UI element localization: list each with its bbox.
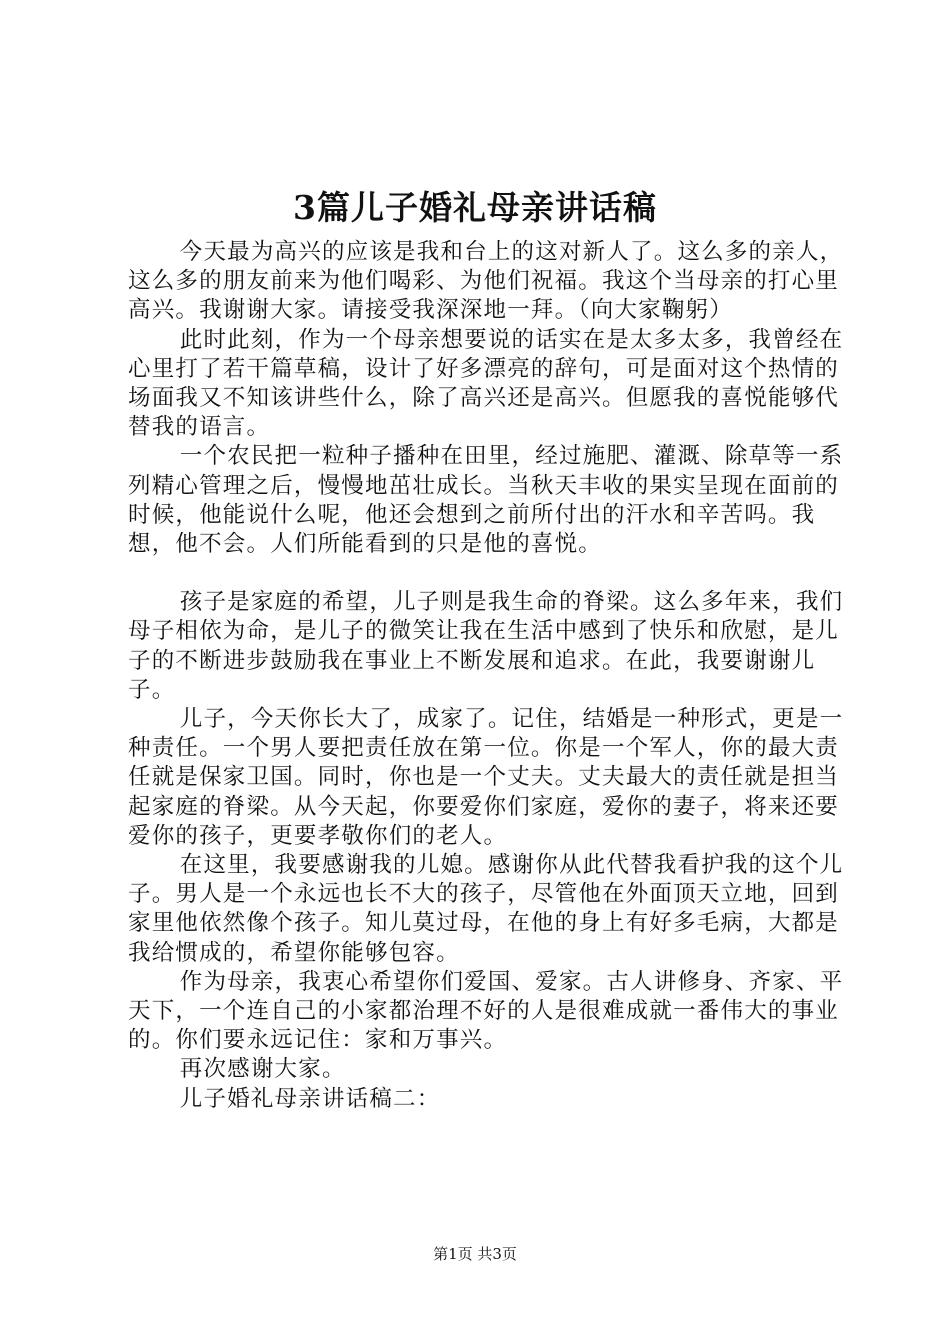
document-title: 3篇儿子婚礼母亲讲话稿 [293, 188, 657, 227]
document-body [128, 238, 850, 1114]
paragraph-8: 再次感谢大家。 [179, 1056, 346, 1083]
paragraph-2: 此时此刻，作为一个母亲想要说的话实在是太多太多，我曾经在心里打了若干篇草稿，设计了好多漂亮的辞句，可是面对这个热情的场面我又不知该讲些什么，除了高兴还是高兴。但愿我的喜悦能够代替我的语言。 [128, 326, 844, 441]
page-footer: 第1页 共3页 [433, 1245, 517, 1263]
paragraph-4: 孩子是家庭的希望，儿子则是我生命的脊梁。这么多年来，我们母子相依为命，是儿子的微笑让我在生活中感到了快乐和欣慰，是儿子的不断进步鼓励我在事业上不断发展和追求。在此，我要谢谢儿子。 [128, 589, 844, 703]
paragraph-1: 今天最为高兴的应该是我和台上的这对新人了。这么多的亲人，这么多的朋友前来为他们喝彩、为他们祝福。我这个当母亲的打心里高兴。我谢谢大家。请接受我深深地一拜。（向大家鞠躬） [128, 239, 844, 324]
paragraph-5: 儿子，今天你长大了，成家了。记住，结婚是一种形式，更是一种责任。一个男人要把责任放在第一位。你是一个军人，你的最大责任就是保家卫国。同时，你也是一个丈夫。丈夫最大的责任就是担当起家庭的脊梁。从今天起，你要爱你们家庭，爱你的妻子，将来还要爱你的孩子，更要孝敬你们的老人。 [128, 706, 844, 849]
paragraph-7: 作为母亲，我衷心希望你们爱国、爱家。古人讲修身、齐家、平天下，一个连自己的小家都治理不好的人是很难成就一番伟大的事业的。你们要永远记住：家和万事兴。 [128, 968, 844, 1054]
paragraph-9: 儿子婚礼母亲讲话稿二： [179, 1085, 441, 1112]
paragraph-6: 在这里，我要感谢我的儿媳。感谢你从此代替我看护我的这个儿子。男人是一个永远也长不大的孩子，尽管他在外面顶天立地，回到家里他依然像个孩子。知儿莫过母，在他的身上有好多毛病，大都是我给惯成的，希望你能够包容。 [128, 852, 844, 966]
paragraph-3: 一个农民把一粒种子播种在田里，经过施肥、灌溉、除草等一系列精心管理之后，慢慢地茁壮成长。当秋天丰收的果实呈现在面前的时候，他能说什么呢，他还会想到之前所付出的汗水和辛苦吗。我想，他不会。人们所能看到的只是他的喜悦。 [128, 443, 844, 558]
